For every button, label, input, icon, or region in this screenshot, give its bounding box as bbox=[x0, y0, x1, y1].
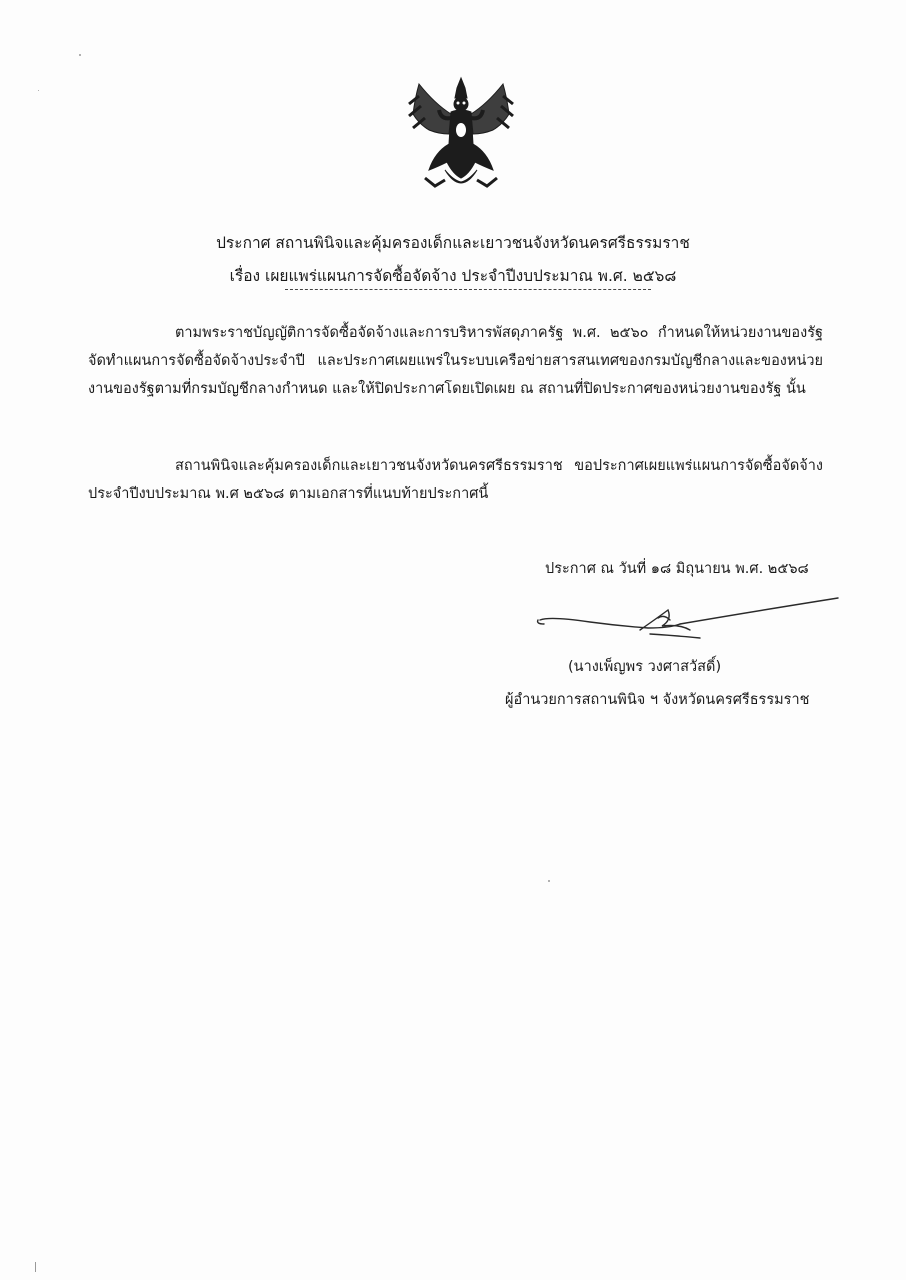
body-paragraph-1: ตามพระราชบัญญัติการจัดซื้อจัดจ้างและการบริหารพัสดุภาครัฐ พ.ศ. ๒๕๖๐ กำหนดให้หน่วยงานของรัฐจัดทำแผนการจัดซื้อจัดจ้างประจำปี และประกาศเผยแพร่ในระบบเครือข่ายสารสนเทศของกรมบัญชีกลางและของหน่วยงานของรัฐตามที่กรมบัญชีกลางกำหนด และให้ปิดประกาศโดยเปิดเผย ณ สถานที่ปิดประกาศของหน่วยงานของรัฐ นั้น bbox=[88, 325, 823, 397]
signer-name: (นางเพ็ญพร วงศาสวัสดิ์) bbox=[568, 659, 722, 675]
scan-speck bbox=[548, 880, 550, 882]
announcement-date: ประกาศ ณ วันที่ ๑๘ มิถุนายน พ.ศ. ๒๕๖๘ bbox=[545, 561, 809, 577]
signer-position: ผู้อำนวยการสถานพินิจ ฯ จังหวัดนครศรีธรรมราช bbox=[505, 692, 810, 708]
body-paragraph-2: สถานพินิจและคุ้มครองเด็กและเยาวชนจังหวัดนครศรีธรรมราช ขอประกาศเผยแพร่แผนการจัดซื้อจัดจ้าง ประจำปีงบประมาณ พ.ศ ๒๕๖๘ ตามเอกสารที่แนบท้ายประกาศนี้ bbox=[88, 458, 823, 502]
scan-speck bbox=[38, 90, 39, 91]
announcement-subject: เรื่อง เผยแพร่แผนการจัดซื้อจัดจ้าง ประจำปีงบประมาณ พ.ศ. ๒๕๖๘ bbox=[229, 267, 677, 285]
announcement-title: ประกาศ สถานพินิจและคุ้มครองเด็กและเยาวชนจังหวัดนครศรีธรรมราช bbox=[216, 234, 690, 252]
dashed-divider bbox=[285, 289, 651, 290]
scan-speck bbox=[35, 1262, 36, 1272]
handwritten-signature-icon bbox=[530, 590, 850, 645]
scan-speck bbox=[79, 54, 81, 56]
garuda-emblem-icon bbox=[405, 74, 517, 198]
